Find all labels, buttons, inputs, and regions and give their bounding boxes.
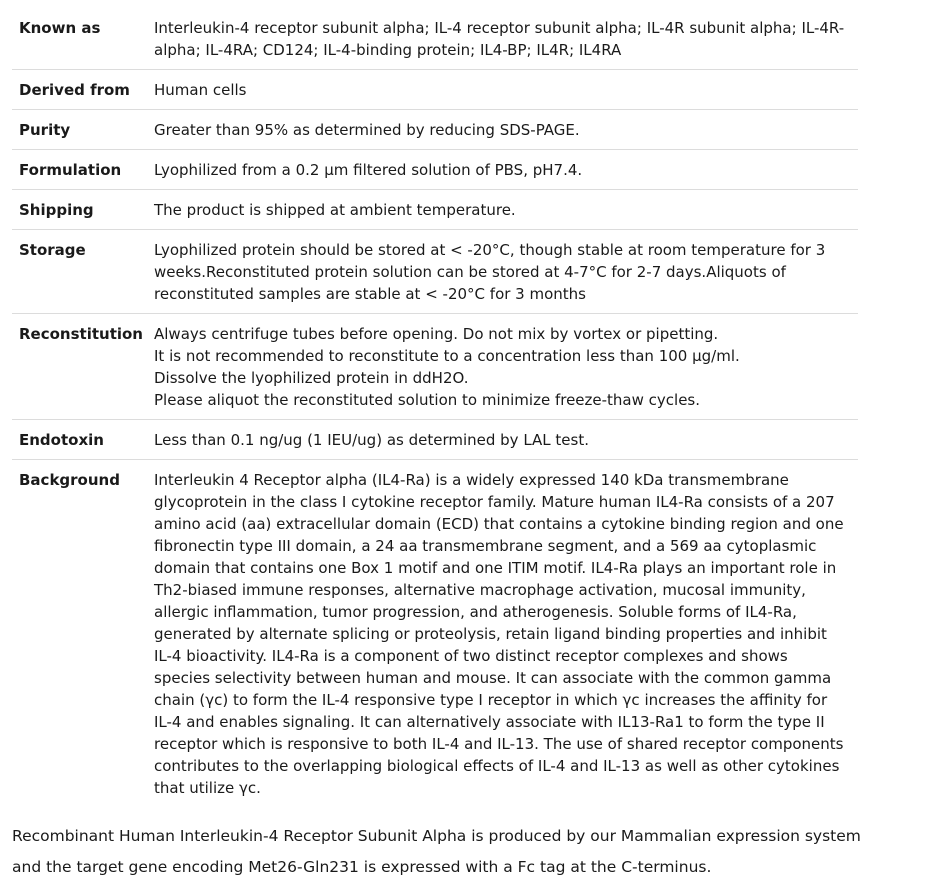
product-description-line: Recombinant Human Interleukin-4 Receptor Subunit Alpha is produced by our Mammalian expression system (12, 827, 861, 845)
reconstitution-line: Always centrifuge tubes before opening. Do not mix by vortex or pipetting. (154, 325, 719, 343)
spec-value-derived-from: Human cells (154, 70, 858, 110)
spec-row-shipping (12, 190, 858, 230)
spec-value-purity: Greater than 95% as determined by reducing SDS-PAGE. (154, 110, 858, 150)
spec-label-purity: Purity (12, 110, 154, 150)
spec-value-background: Interleukin 4 Receptor alpha (IL4-Ra) is a widely expressed 140 kDa transmembrane glycoprotein in the class I cytokine receptor family. Mature human IL4-Ra consists of a 207 amino acid (aa) extracellular domain (ECD) that contains a cytokine binding region and one fibronectin type III domain, a 24 aa transmembrane segment, and a 569 aa cytoplasmic domain that contains one Box 1 motif and one ITIM motif. IL4-Ra plays an important role in Th2-biased immune responses, alternative macrophage activation, mucosal immunity, allergic inflammation, tumor progression, and atherogenesis. Soluble forms of IL4-Ra, generated by alternate splicing or proteolysis, retain ligand binding properties and inhibit IL-4 bioactivity. IL4-Ra is a component of two distinct receptor complexes and shows species selectivity between human and mouse. It can associate with the common gamma chain (γc) to form the IL-4 responsive type I receptor in which γc increases the affinity for IL-4 and enables signaling. It can alternatively associate with IL13-Ra1 to form the type II receptor which is responsive to both IL-4 and IL-13. The use of shared receptor components contributes to the overlapping biological effects of IL-4 and IL-13 as well as other cytokines that utilize γc. (154, 471, 844, 797)
spec-row-formulation (12, 150, 858, 190)
spec-value-shipping: The product is shipped at ambient temperature. (154, 190, 858, 230)
spec-label-derived-from: Derived from (12, 70, 154, 110)
spec-row-background (12, 460, 858, 808)
spec-row-known-as (12, 8, 858, 70)
spec-label-storage: Storage (12, 230, 154, 314)
spec-value-formulation: Lyophilized from a 0.2 μm filtered solution of PBS, pH7.4. (154, 150, 858, 190)
spec-row-purity (12, 110, 858, 150)
spec-label-known-as: Known as (12, 8, 154, 70)
spec-row-derived-from (12, 70, 858, 110)
reconstitution-line: It is not recommended to reconstitute to a concentration less than 100 μg/ml. (154, 347, 740, 365)
reconstitution-line: Please aliquot the reconstituted solution to minimize freeze-thaw cycles. (154, 391, 701, 409)
spec-row-reconstitution (12, 314, 858, 420)
spec-row-endotoxin (12, 420, 858, 460)
spec-value-storage: Lyophilized protein should be stored at < -20°C, though stable at room temperature for 3 weeks.Reconstituted protein solution can be stored at 4-7°C for 2-7 days.Aliquots of reconstituted samples are stable at < -20°C for 3 months (154, 230, 858, 314)
spec-label-shipping: Shipping (12, 190, 154, 230)
spec-value-known-as: Interleukin-4 receptor subunit alpha; IL-4 receptor subunit alpha; IL-4R subunit alpha; IL-4R-alpha; IL-4RA; CD124; IL-4-binding protein; IL4-BP; IL4R; IL4RA (154, 8, 858, 70)
spec-value-reconstitution (154, 314, 858, 420)
spec-label-background: Background (19, 471, 120, 489)
spec-label-reconstitution: Reconstitution (12, 314, 154, 420)
spec-label-formulation: Formulation (12, 150, 154, 190)
product-spec-table (12, 8, 858, 807)
spec-label-endotoxin: Endotoxin (12, 420, 154, 460)
spec-row-storage (12, 230, 858, 314)
spec-value-endotoxin: Less than 0.1 ng/ug (1 IEU/ug) as determined by LAL test. (154, 420, 858, 460)
reconstitution-line: Dissolve the lyophilized protein in ddH2O. (154, 369, 469, 387)
product-description-line: and the target gene encoding Met26-Gln231 is expressed with a Fc tag at the C-terminus. (12, 858, 712, 876)
product-description (12, 821, 892, 883)
